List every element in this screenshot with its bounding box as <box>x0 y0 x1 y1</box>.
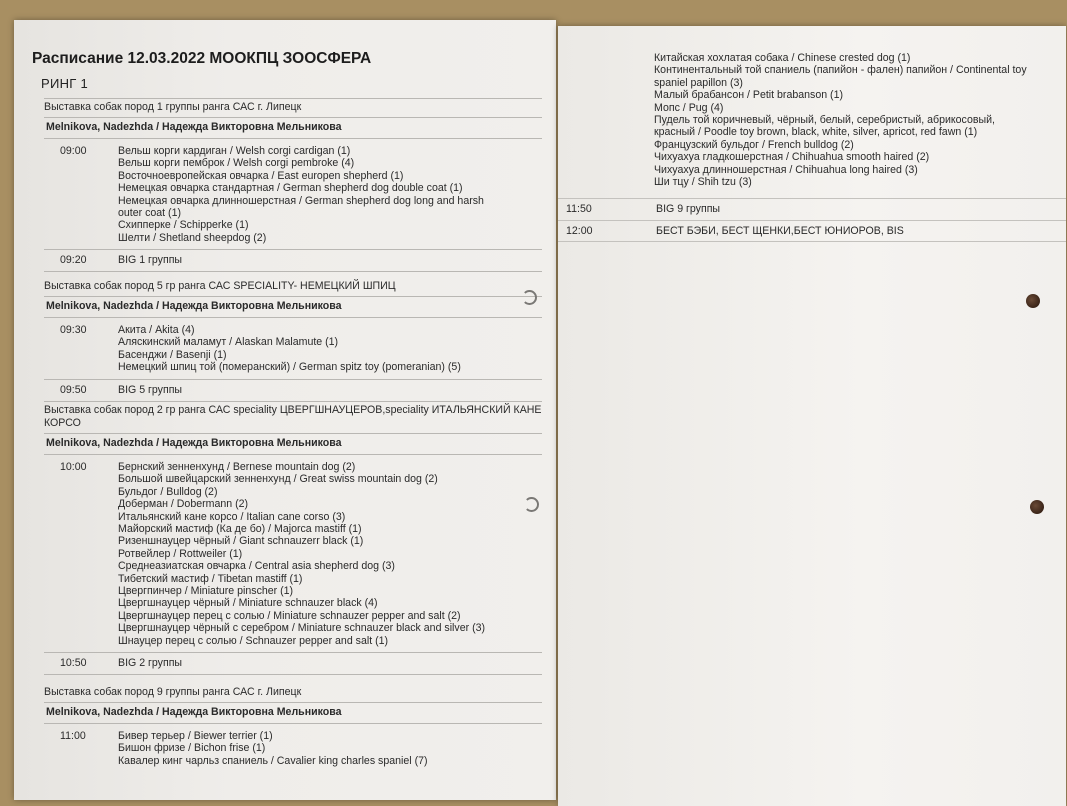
breed-item: Акита / Akita (4) <box>118 324 195 336</box>
slot-time: 09:00 <box>60 145 87 157</box>
big-time: 09:20 <box>60 254 87 267</box>
time-slot <box>44 724 542 772</box>
big-time: 10:50 <box>60 657 87 670</box>
breed-item: Континентальный той спаниель (папийон - фален) папийон / Continental toy <box>654 64 1027 77</box>
breed-item: Доберман / Dobermann (2) <box>118 498 249 511</box>
judge-name: Melnikova, Nadezhda / Надежда Викторовна Мельникова <box>44 702 542 724</box>
section-group-2 <box>44 402 542 675</box>
breed-item: Шелти / Shetland sheepdog (2) <box>118 231 267 244</box>
breed-item: Цвергшнауцер чёрный с серебром / Miniature schnauzer black and silver (3) <box>118 622 486 635</box>
judge-name: Melnikova, Nadezhda / Надежда Викторовна Мельникова <box>44 433 542 455</box>
breed-item: Тибетский мастиф / Tibetan mastiff (1) <box>118 572 303 585</box>
breed-item: Бульдог / Bulldog (2) <box>118 485 218 498</box>
section-header: Выставка собак пород 2 гр ранга САС speciality ЦВЕРГШНАУЦЕРОВ,speciality ИТАЛЬЯНСКИЙ КАНЕ КОРСО <box>44 404 542 429</box>
breed-item: Ротвейлер / Rottweiler (1) <box>118 547 243 560</box>
breed-item: spaniel papillon (3) <box>654 76 743 89</box>
big-label: BIG 1 группы <box>118 254 183 267</box>
section-group-9 <box>44 684 542 772</box>
judge-name: Melnikova, Nadezhda / Надежда Викторовна Мельникова <box>44 296 542 318</box>
breed-item: Ши тцу / Shih tzu (3) <box>654 176 752 189</box>
breed-list <box>118 324 542 374</box>
breed-item: Басенджи / Basenji (1) <box>118 348 227 361</box>
time-slot <box>44 455 542 652</box>
big-time: 11:50 <box>566 203 592 215</box>
breed-item: Бивер терьер / Biewer terrier (1) <box>118 730 273 742</box>
breed-list <box>118 730 542 767</box>
breed-item: Вельш корги кардиган / Welsh corgi cardigan (1) <box>118 145 351 157</box>
judge-name: Melnikova, Nadezhda / Надежда Викторовна Мельникова <box>44 117 542 139</box>
breed-item: Ризеншнауцер чёрный / Giant schnauzerr black (1) <box>118 535 364 548</box>
breed-item: Кавалер кинг чарльз спаниель / Cavalier king charles spaniel (7) <box>118 754 428 767</box>
right-page <box>558 26 1066 806</box>
left-page <box>14 20 556 800</box>
ring-title: РИНГ 1 <box>41 76 89 91</box>
time-slot <box>44 139 542 249</box>
section-header: Выставка собак пород 5 гр ранга САС SPECIALITY- НЕМЕЦКИЙ ШПИЦ <box>44 280 396 292</box>
breed-item: Среднеазиатская овчарка / Central asia shepherd dog (3) <box>118 560 395 573</box>
breed-item: Мопс / Pug (4) <box>654 101 724 114</box>
punch-hole-icon <box>522 290 537 305</box>
breed-item: Малый брабансон / Petit brabanson (1) <box>654 89 843 102</box>
breed-item: Итальянский кане корсо / Italian cane corso (3) <box>118 510 346 523</box>
breed-item: Цвергпинчер / Miniature pinscher (1) <box>118 585 294 598</box>
time-slot <box>44 318 542 379</box>
big-label: BIG 5 группы <box>118 383 183 396</box>
breed-list-continued <box>654 52 1050 188</box>
document-title: Расписание 12.03.2022 МООКПЦ ЗООСФЕРА <box>32 50 372 67</box>
big-row <box>44 249 542 272</box>
breed-item: Бернский зенненхунд / Bernese mountain dog (2) <box>118 461 356 473</box>
big-time: 09:50 <box>60 383 87 396</box>
slot-time: 09:30 <box>60 324 87 336</box>
breed-list <box>118 461 542 647</box>
punch-hole-icon <box>524 497 539 512</box>
breed-item: Немецкая овчарка стандартная / German shepherd dog double coat (1) <box>118 182 463 195</box>
big-row <box>558 198 1066 219</box>
breed-item: Чихуахуа длинношерстная / Chihuahua long haired (3) <box>654 163 918 176</box>
breed-item: Немецкий шпиц той (померанский) / German spitz toy (pomeranian) (5) <box>118 361 461 374</box>
big-row <box>44 379 542 402</box>
breed-item: Вельш корги пемброк / Welsh corgi pembroke (4) <box>118 157 355 170</box>
breed-item: Восточноевропейская овчарка / East europen shepherd (1) <box>118 169 404 182</box>
breed-item: outer coat (1) <box>118 207 182 220</box>
breed-item: Аляскинский маламут / Alaskan Malamute (1) <box>118 336 339 349</box>
punch-hole-icon <box>1030 500 1044 514</box>
section-group-1 <box>44 98 542 272</box>
breed-item: Большой швейцарский зенненхунд / Great swiss mountain dog (2) <box>118 473 438 486</box>
breed-item: Майорский мастиф (Ка де бо) / Majorca mastiff (1) <box>118 523 362 536</box>
breed-list <box>118 145 542 244</box>
breed-item: Шнауцер перец с солью / Schnauzer pepper and salt (1) <box>118 634 389 647</box>
breed-item: Бишон фризе / Bichon frise (1) <box>118 742 266 755</box>
breed-item: Немецкая овчарка длинношерстная / German shepherd dog long and harsh <box>118 194 484 207</box>
breed-item: Цвергшнауцер чёрный / Miniature schnauzer black (4) <box>118 597 378 610</box>
slot-time: 10:00 <box>60 461 87 473</box>
punch-hole-icon <box>1026 294 1040 308</box>
breed-item: Французский бульдог / French bulldog (2) <box>654 138 854 151</box>
breed-item: Чихуахуа гладкошерстная / Chihuahua smooth haired (2) <box>654 151 930 164</box>
best-row <box>558 220 1066 242</box>
best-label: БЕСТ БЭБИ, БЕСТ ЩЕНКИ,БЕСТ ЮНИОРОВ, BIS <box>656 225 904 237</box>
section-header: Выставка собак пород 9 группы ранга САС г. Липецк <box>44 686 302 698</box>
section-header: Выставка собак пород 1 группы ранга САС г. Липецк <box>44 98 542 117</box>
big-row <box>44 652 542 675</box>
section-group-5 <box>44 278 542 402</box>
big-label: BIG 9 группы <box>656 203 721 215</box>
breed-item: красный / Poodle toy brown, black, white, silver, apricot, red fawn (1) <box>654 126 978 139</box>
big-label: BIG 2 группы <box>118 657 183 670</box>
best-time: 12:00 <box>566 225 593 237</box>
breed-item: Китайская хохлатая собака / Chinese crested dog (1) <box>654 52 911 64</box>
breed-item: Цвергшнауцер перец с солью / Miniature schnauzer pepper and salt (2) <box>118 609 461 622</box>
breed-item: Пудель той коричневый, чёрный, белый, серебристый, абрикосовый, <box>654 114 995 127</box>
breed-item: Схипперке / Schipperke (1) <box>118 219 249 232</box>
slot-time: 11:00 <box>60 730 86 742</box>
